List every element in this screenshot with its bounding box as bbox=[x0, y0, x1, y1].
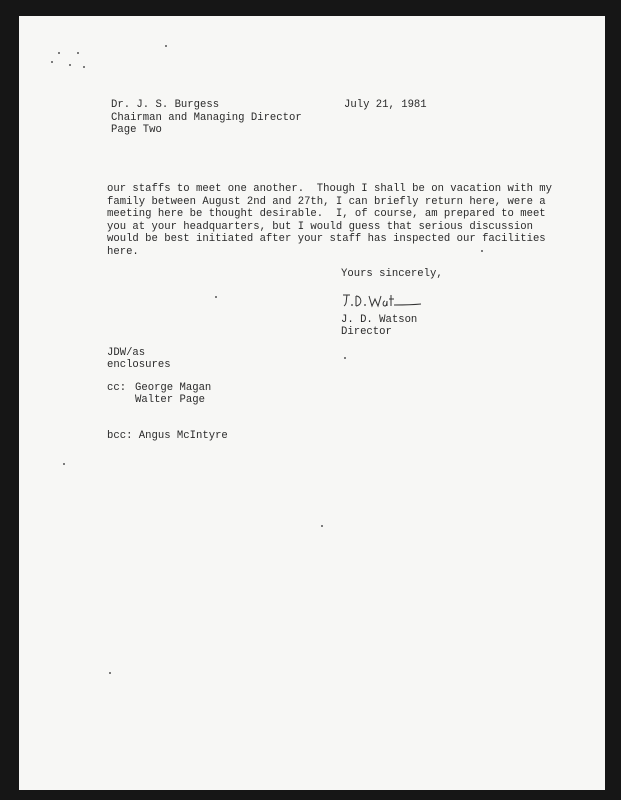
cc-name: Walter Page bbox=[135, 394, 205, 406]
scan-speck bbox=[321, 525, 323, 527]
body-line: here. bbox=[107, 245, 139, 258]
letter-page bbox=[19, 16, 605, 790]
scan-speck bbox=[215, 296, 217, 298]
scan-speck bbox=[83, 66, 85, 68]
handwritten-signature bbox=[341, 291, 431, 313]
bcc-line: bcc: Angus McIntyre bbox=[107, 430, 228, 442]
scan-speck bbox=[51, 61, 53, 63]
scan-speck bbox=[165, 45, 167, 47]
body-paragraph bbox=[107, 183, 553, 259]
signer-title: Director bbox=[341, 326, 392, 338]
closing: Yours sincerely, bbox=[341, 268, 443, 280]
letter-date: July 21, 1981 bbox=[344, 99, 427, 111]
body-line: our staffs to meet one another. Though I shall be on vacation with my bbox=[107, 183, 553, 195]
scan-speck bbox=[58, 52, 60, 54]
scan-speck bbox=[344, 357, 346, 359]
body-line: you at your headquarters, but I would guess that serious discussion bbox=[107, 220, 533, 233]
recipient-name: Dr. J. S. Burgess bbox=[111, 99, 220, 111]
signer-name: J. D. Watson bbox=[341, 314, 418, 326]
scan-speck bbox=[69, 64, 71, 66]
scan-speck bbox=[481, 250, 483, 252]
typist-initials: JDW/as bbox=[107, 347, 146, 359]
scan-speck bbox=[77, 52, 79, 54]
scan-speck bbox=[63, 463, 65, 465]
body-line: meeting here be thought desirable. I, of course, am prepared to meet bbox=[107, 208, 546, 221]
cc-name: George Magan bbox=[135, 382, 212, 394]
page-label: Page Two bbox=[111, 124, 162, 136]
enclosures-note: enclosures bbox=[107, 359, 171, 371]
body-line: family between August 2nd and 27th, I can briefly return here, were a bbox=[107, 195, 546, 208]
body-line: would be best initiated after your staff has inspected our facilities bbox=[107, 233, 546, 246]
recipient-title: Chairman and Managing Director bbox=[111, 112, 302, 124]
scan-speck bbox=[109, 672, 111, 674]
cc-label: cc: bbox=[107, 382, 127, 394]
